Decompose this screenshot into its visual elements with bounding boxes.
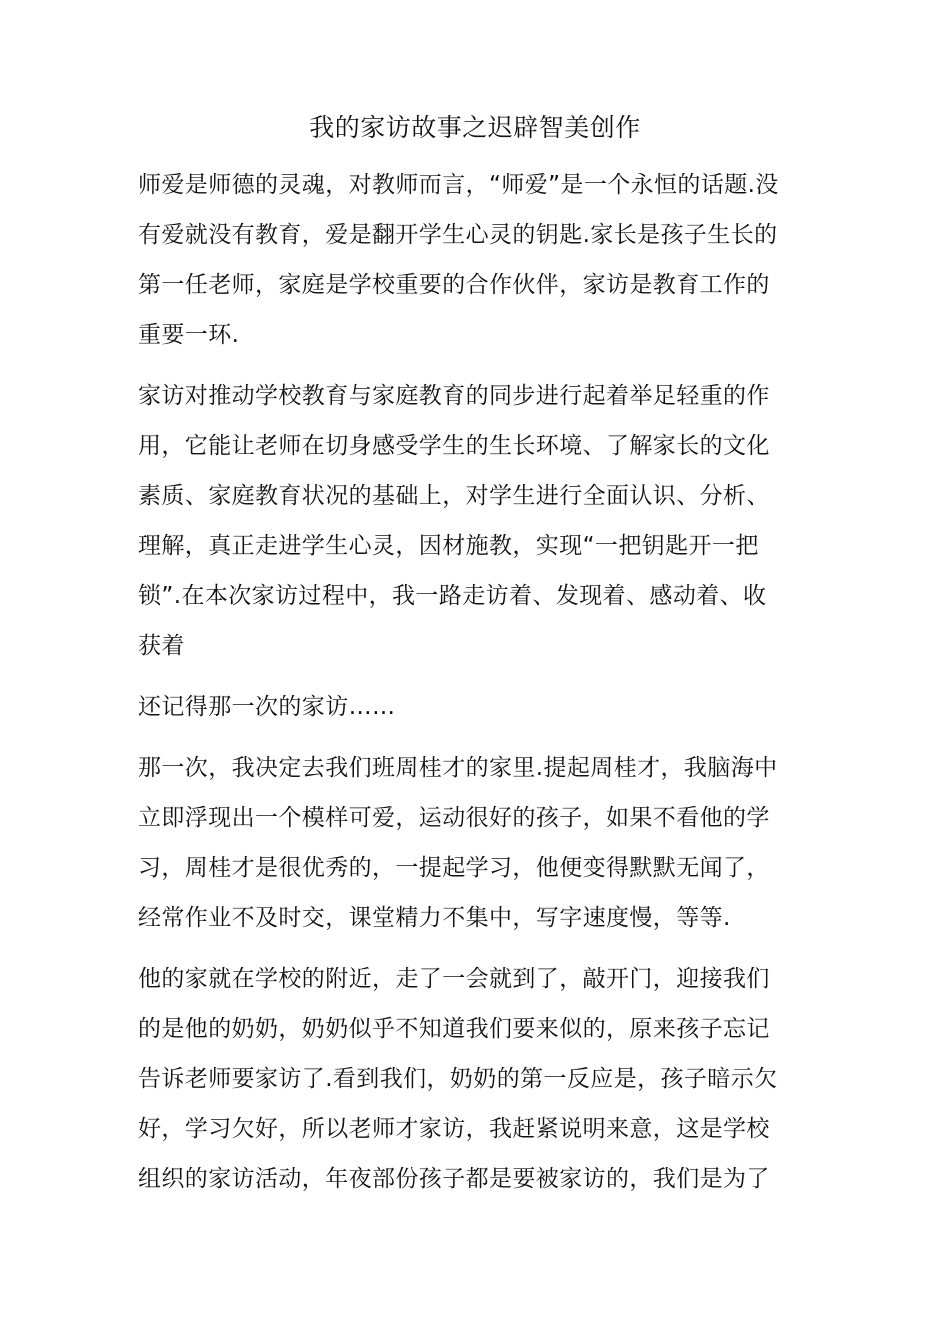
text-line: 重要一环. [138, 322, 240, 348]
text-line: 师爱是师德的灵魂，对教师而言，“师爱”是一个永恒的话题.没 [138, 172, 779, 198]
text-line: 他的家就在学校的附近，走了一会就到了，敲开门，迎接我们 [138, 966, 770, 992]
paragraph-4 [138, 743, 810, 943]
text-line: 理解，真正走进学生心灵，因材施教，实现“一把钥匙开一把 [138, 533, 759, 559]
document-body [138, 160, 810, 1215]
paragraph-3 [138, 682, 810, 732]
text-line: 组织的家访活动，年夜部份孩子都是要被家访的，我们是为了 [138, 1166, 770, 1192]
text-line: 有爱就没有教育，爱是翻开学生心灵的钥匙.家长是孩子生长的 [138, 222, 778, 248]
text-line: 用，它能让老师在切身感受学生的生长环境、了解家长的文化 [138, 433, 770, 459]
paragraph-5 [138, 954, 810, 1204]
text-line: 家访对推动学校教育与家庭教育的同步进行起着举足轻重的作 [138, 383, 770, 409]
text-line: 获着 [138, 633, 185, 659]
text-line: 立即浮现出一个模样可爱，运动很好的孩子，如果不看他的学 [138, 805, 770, 831]
text-line: 第一任老师，家庭是学校重要的合作伙伴，家访是教育工作的 [138, 272, 770, 298]
text-line: 那一次，我决定去我们班周桂才的家里.提起周桂才，我脑海中 [138, 755, 778, 781]
paragraph-1 [138, 160, 810, 360]
text-line: 经常作业不及时交，课堂精力不集中，写字速度慢，等等. [138, 905, 731, 931]
text-line: 好，学习欠好，所以老师才家访，我赶紧说明来意，这是学校 [138, 1116, 770, 1142]
text-line: 素质、家庭教育状况的基础上，对学生进行全面认识、分析、 [138, 483, 770, 509]
text-line: 告诉老师要家访了.看到我们，奶奶的第一反应是，孩子暗示欠 [138, 1066, 778, 1092]
paragraph-2 [138, 371, 810, 671]
text-line: 锁”.在本次家访过程中，我一路走访着、发现着、感动着、收 [138, 583, 767, 609]
text-line: 习，周桂才是很优秀的，一提起学习，他便变得默默无闻了， [138, 855, 770, 881]
text-line: 还记得那一次的家访…… [138, 694, 396, 720]
document-title: 我的家访故事之迟辟智美创作 [309, 113, 641, 142]
text-line: 的是他的奶奶，奶奶似乎不知道我们要来似的，原来孩子忘记 [138, 1016, 770, 1042]
